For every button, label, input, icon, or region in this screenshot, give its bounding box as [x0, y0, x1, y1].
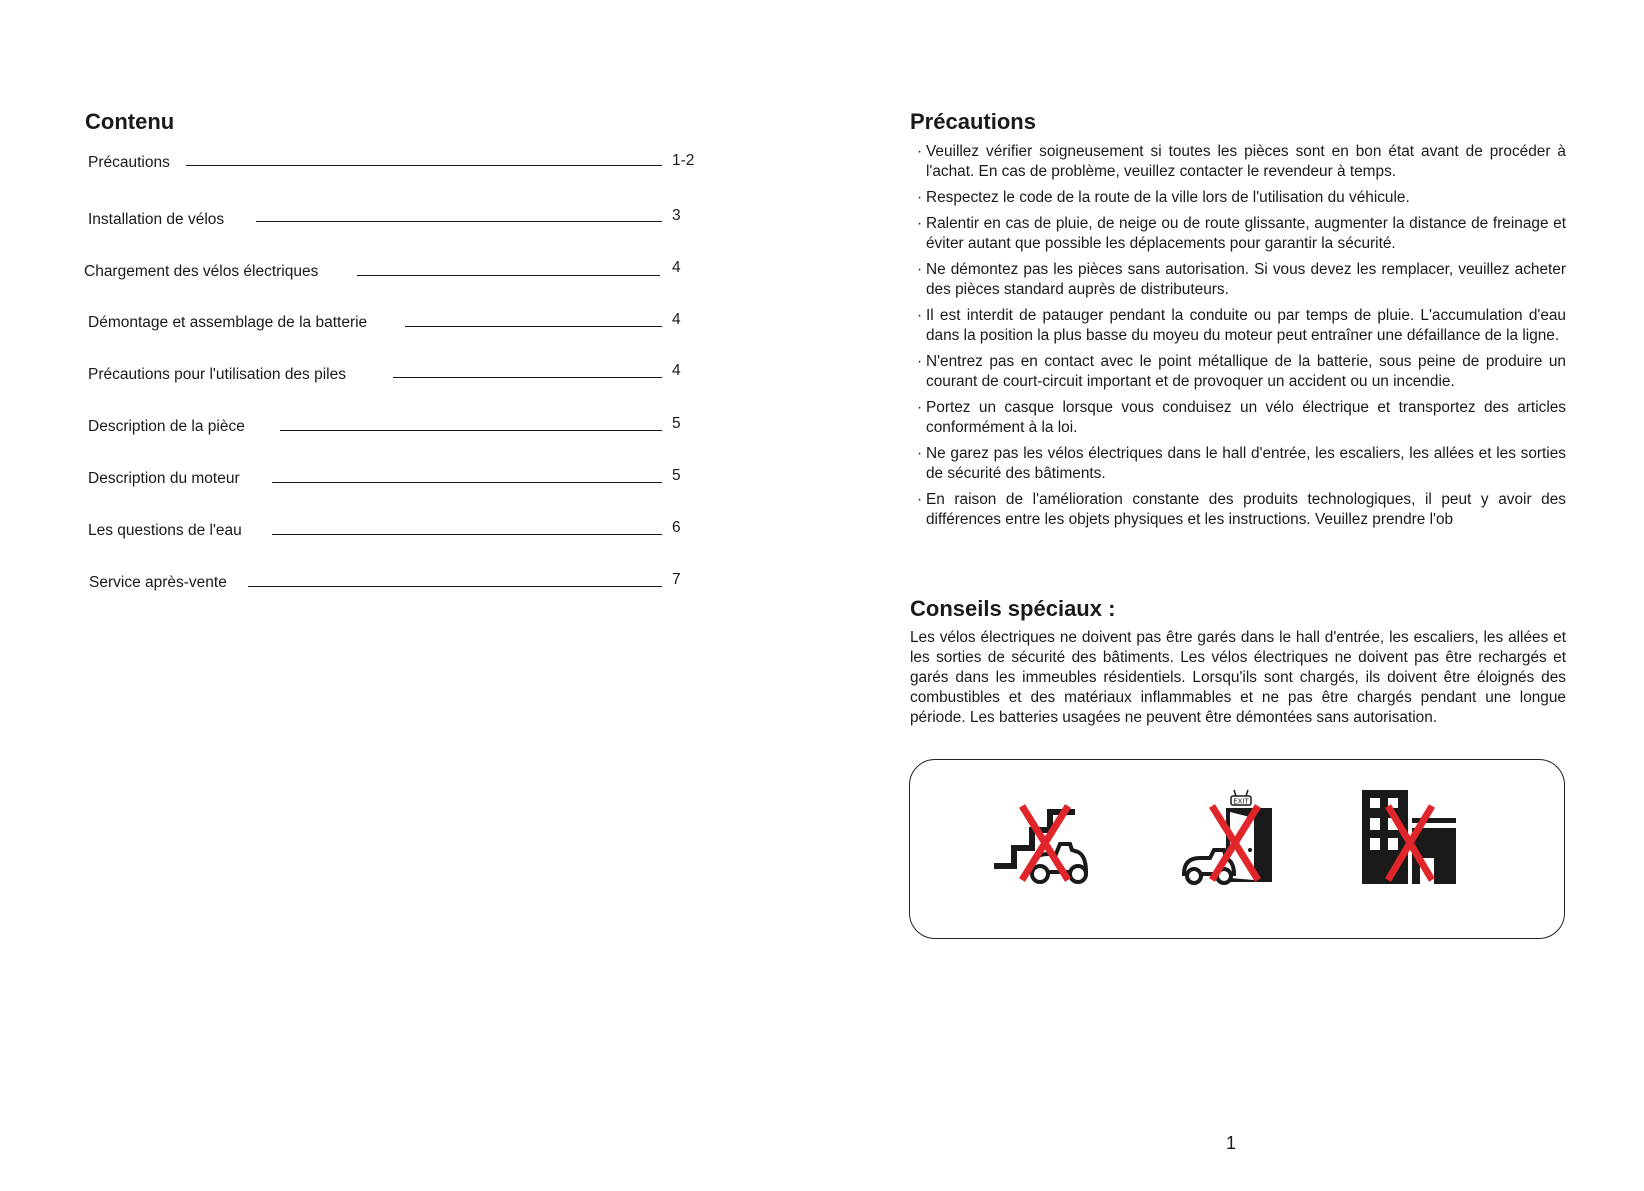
precaution-item: · N'entrez pas en contact avec le point métallique de la batterie, sous peine de produire un courant de court-circuit important et de provoquer un accident ou un incendie. — [926, 352, 1566, 392]
toc-label: Démontage et assemblage de la batterie — [88, 314, 368, 331]
toc-row[interactable] — [0, 154, 822, 178]
precautions-title: Précautions — [910, 109, 1036, 134]
page-number: 1 — [1226, 1133, 1237, 1153]
toc-title: Contenu — [85, 109, 175, 134]
toc-leader — [272, 482, 662, 483]
toc-page-number: 5 — [672, 467, 681, 484]
toc-page-number: 4 — [672, 311, 681, 328]
toc-label: Les questions de l'eau — [88, 522, 242, 539]
precautions-list — [926, 142, 1566, 536]
no-parking-exit-icon — [1180, 788, 1280, 888]
toc-leader — [272, 534, 662, 535]
toc-label: Chargement des vélos électriques — [84, 263, 319, 280]
no-parking-building-icon — [1360, 788, 1460, 888]
toc-leader — [357, 275, 660, 276]
precaution-item: · Veuillez vérifier soigneusement si toutes les pièces sont en bon état avant de procéder à l'achat. En cas de problème, veuillez contacter le revendeur à temps. — [926, 142, 1566, 182]
toc-label: Installation de vélos — [88, 211, 225, 228]
toc-row[interactable] — [0, 259, 822, 287]
toc-row[interactable] — [0, 207, 822, 235]
toc-row[interactable] — [0, 467, 822, 494]
toc-leader — [393, 377, 662, 378]
toc-label: Description de la pièce — [88, 418, 245, 435]
toc-row[interactable] — [0, 311, 822, 338]
precaution-item: · En raison de l'amélioration constante des produits technologiques, il peut y avoir des différences entre les objets physiques et les instructions. Veuillez prendre l'ob — [926, 490, 1566, 530]
precaution-item: · Ne démontez pas les pièces sans autorisation. Si vous devez les remplacer, veuillez acheter des pièces standard auprès de distributeurs. — [926, 260, 1566, 300]
special-advice-title: Conseils spéciaux : — [910, 596, 1116, 621]
toc-leader — [186, 165, 662, 166]
special-advice-text: Les vélos électriques ne doivent pas être garés dans le hall d'entrée, les escaliers, les allées et les sorties de sécurité des bâtiments. Les vélos électriques ne doivent pas être rechargés et garés dans les immeubles résidentiels. Lorsqu'ils sont chargés, ils doivent être éloignés des combustibles et des matériaux inflammables et ne pas être chargés pendant une longue période. Les batteries usagées ne peuvent être démontées sans autorisation. — [910, 629, 1566, 726]
toc-leader — [280, 430, 662, 431]
precaution-item: · Respectez le code de la route de la ville lors de l'utilisation du véhicule. — [926, 188, 1566, 208]
toc-leader — [256, 221, 662, 222]
precaution-item: · Portez un casque lorsque vous conduisez un vélo électrique et transportez des articles conformément à la loi. — [926, 398, 1566, 438]
toc-row[interactable] — [0, 571, 822, 598]
toc-row[interactable] — [0, 519, 822, 546]
toc-page-number: 5 — [672, 415, 681, 432]
toc-label: Description du moteur — [88, 470, 240, 487]
precaution-item: · Il est interdit de patauger pendant la conduite ou par temps de pluie. L'accumulation d'eau dans la position la plus basse du moyeu du moteur peut entraîner une défaillance de la ligne. — [926, 306, 1566, 346]
toc-page-number: 4 — [672, 259, 681, 276]
precaution-item: · Ralentir en cas de pluie, de neige ou de route glissante, augmenter la distance de freinage et éviter autant que possible les déplacements pour garantir la sécurité. — [926, 214, 1566, 254]
toc-page-number: 3 — [672, 207, 681, 224]
no-parking-stairs-icon — [990, 788, 1090, 888]
toc-page-number: 1-2 — [672, 152, 695, 169]
toc-row[interactable] — [0, 362, 822, 390]
toc-page-number: 6 — [672, 519, 681, 536]
exit-sign-label: EXIT — [1233, 797, 1249, 806]
toc-page-number: 7 — [672, 571, 681, 588]
toc-row[interactable] — [0, 415, 822, 442]
toc-label: Précautions — [88, 154, 170, 171]
toc-leader — [248, 586, 662, 587]
toc-page-number: 4 — [672, 362, 681, 379]
precaution-item: · Ne garez pas les vélos électriques dans le hall d'entrée, les escaliers, les allées et les sorties de sécurité des bâtiments. — [926, 444, 1566, 484]
toc-label: Service après-vente — [89, 574, 227, 591]
toc-label: Précautions pour l'utilisation des piles — [88, 366, 346, 383]
toc-leader — [405, 326, 662, 327]
prohibition-icons-panel — [909, 759, 1565, 939]
